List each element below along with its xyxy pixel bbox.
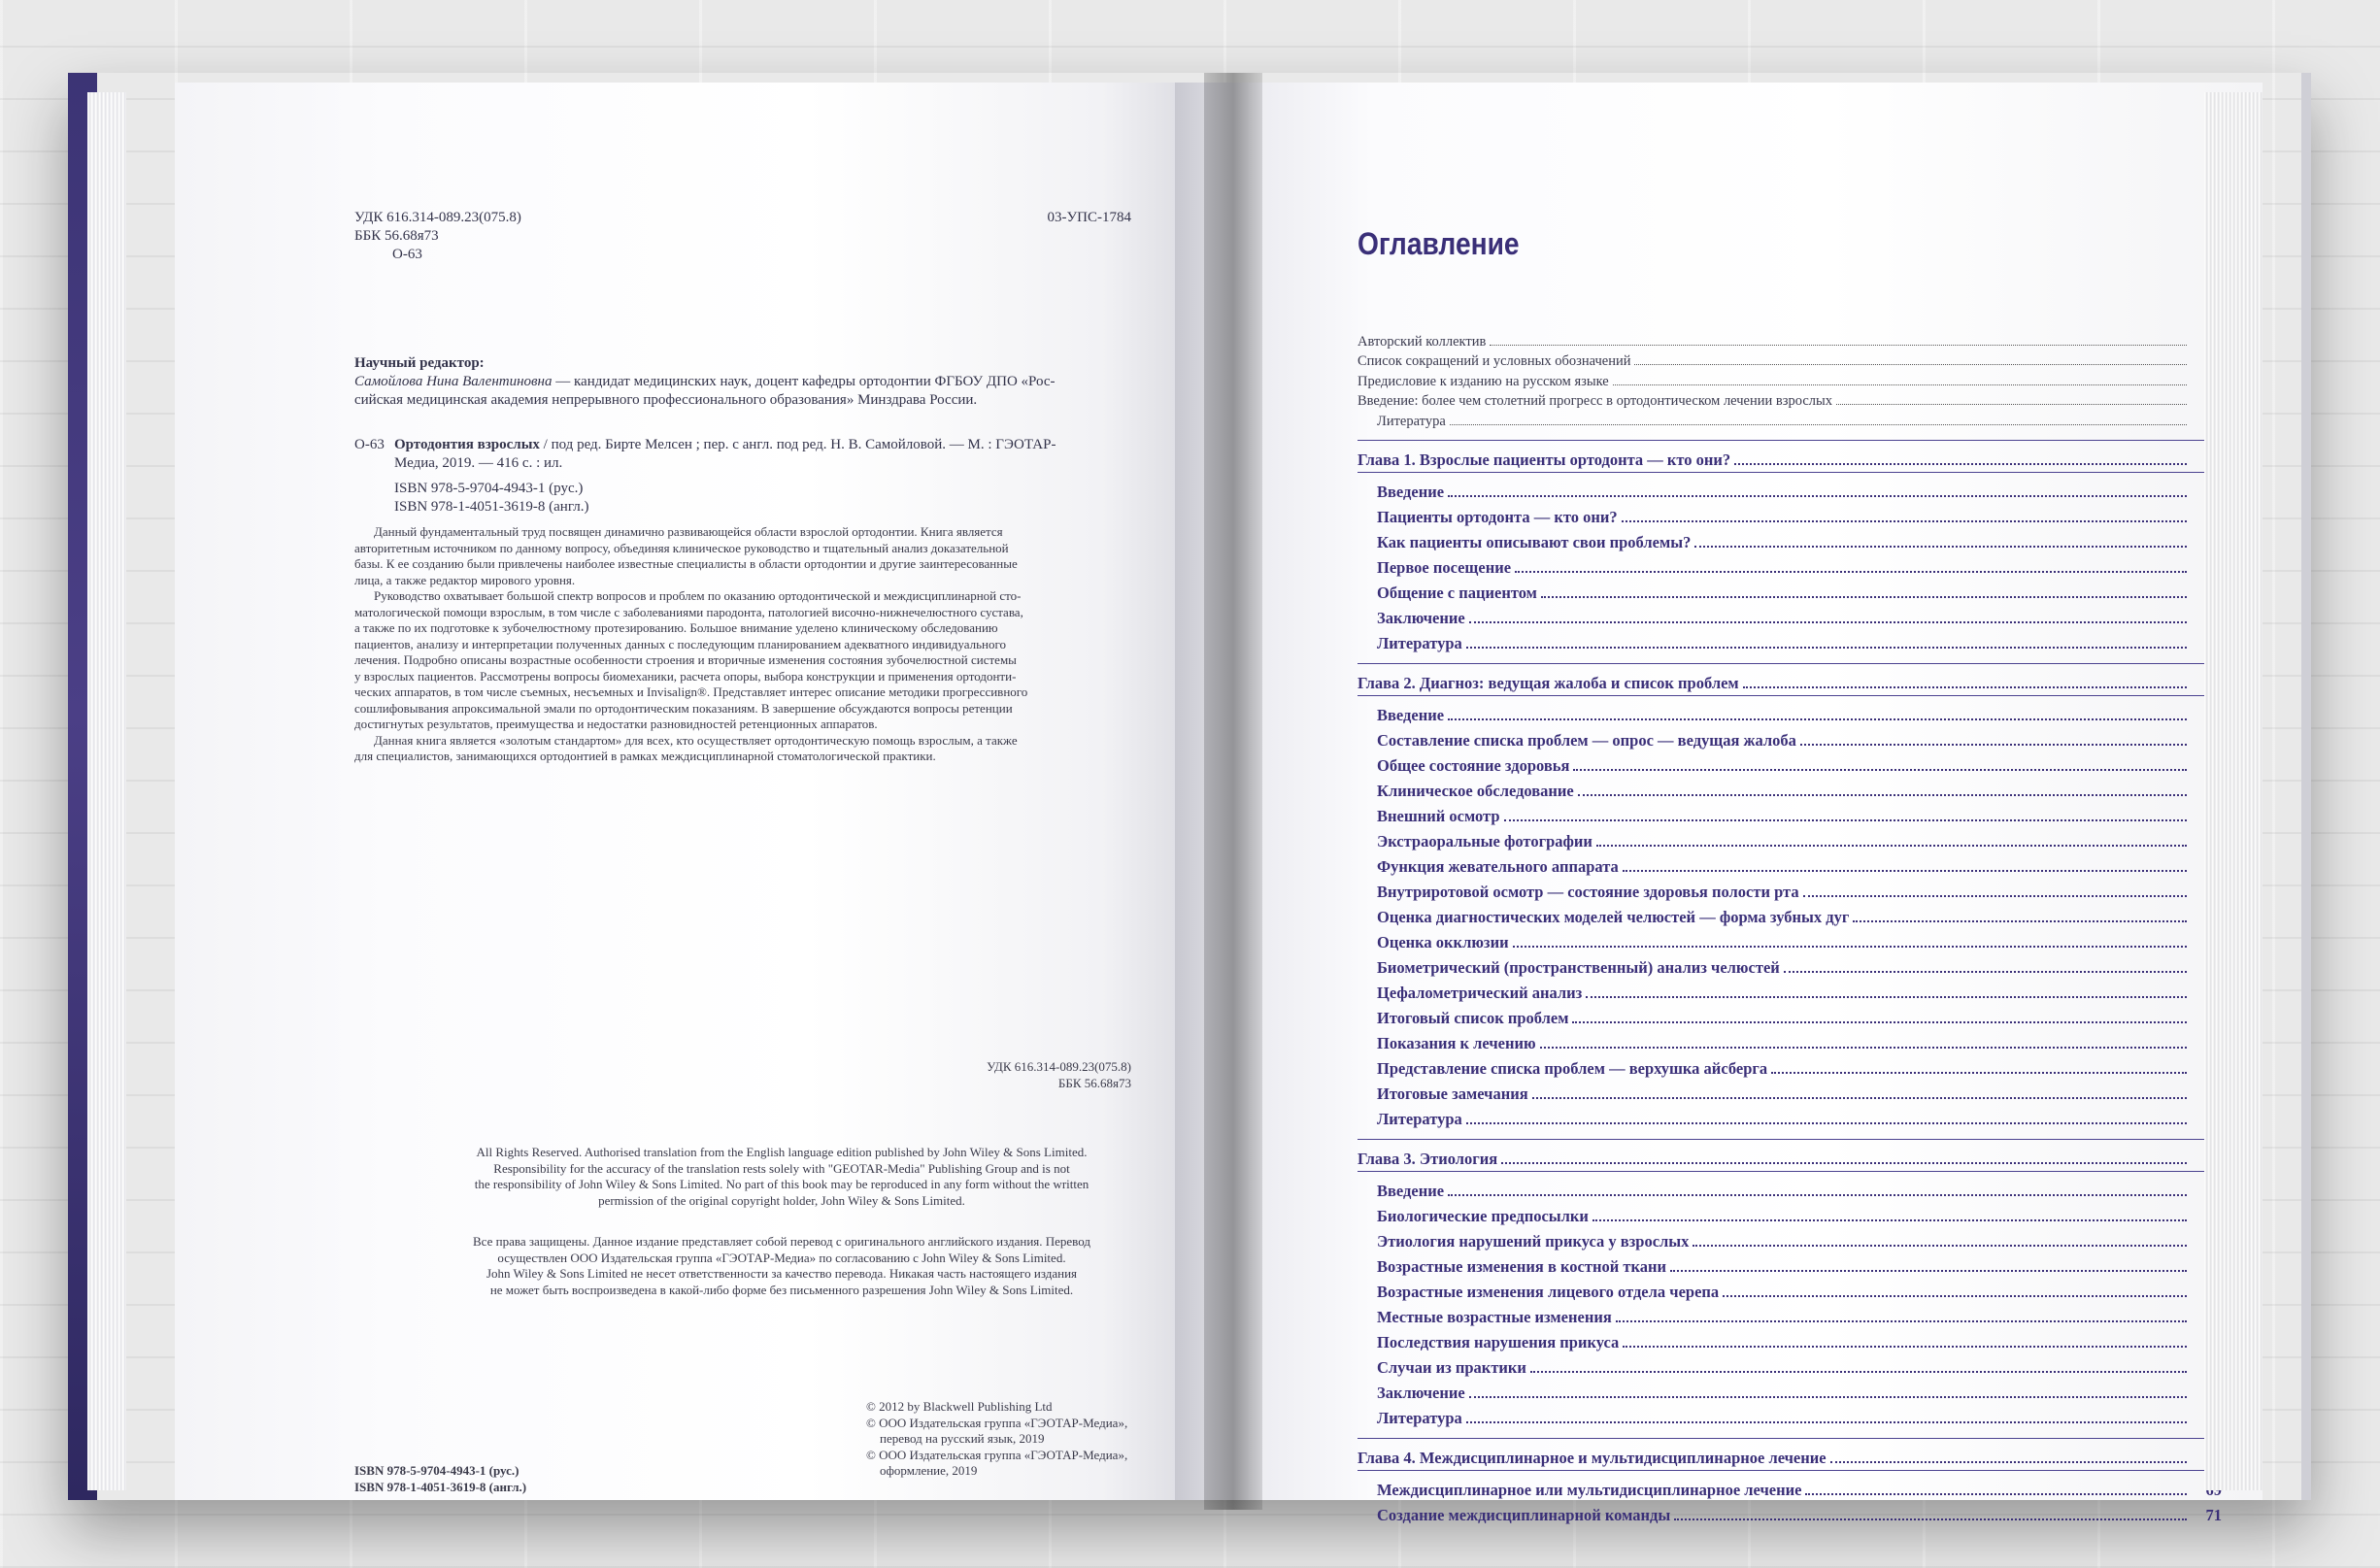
toc-entry — [1358, 603, 2222, 628]
copyright-line: © ООО Издательская группа «ГЭОТАР-Медиа», — [866, 1447, 1128, 1462]
rights-line: Responsibility for the accuracy of the translation rests solely with "GEOTAR-Media" Publishing Group and is not — [493, 1160, 1070, 1176]
toc-entry — [1358, 502, 2222, 527]
toc-chapter-heading — [1358, 1443, 2222, 1468]
toc-entry-title: Первое посещение — [1377, 557, 1512, 577]
dot-leader — [1469, 621, 2187, 623]
toc-entry-title: Возрастные изменения лицевого отдела черепа — [1377, 1282, 1720, 1301]
toc-entry — [1358, 877, 2222, 902]
toc-chapter — [1358, 440, 2222, 653]
copyright-line: оформление, 2019 — [880, 1463, 978, 1478]
toc-entry-title: Функция жевательного аппарата — [1377, 856, 1619, 876]
toc-entry-title: Предисловие к изданию на русском языке — [1358, 373, 1609, 389]
toc-entry — [1358, 801, 2222, 826]
annotation-line: а также по их подготовке к зубочелюстному протезированию. Большое внимание уделено клиническому обследованию — [354, 620, 998, 635]
dot-leader — [1466, 647, 2187, 649]
toc-entry-title: Как пациенты описывают свои проблемы? — [1377, 532, 1692, 551]
annotation-line: достигнутых результатов, преимущества и недостатки разновидностей ретенционных аппаратов. — [354, 717, 878, 731]
page-edges-right — [2204, 92, 2263, 1490]
open-book — [68, 73, 2311, 1524]
annotation-line: ческих аппаратов, в том числе съемных, несъемных и Invisalign®. Представляет интерес описание методики прогрессивного — [354, 684, 1028, 699]
toc-entry — [1358, 527, 2222, 552]
toc-entry — [1358, 1251, 2222, 1277]
editor-description: — кандидат медицинских наук, доцент кафедры ортодонтии ФГБОУ ДПО «Рос- — [552, 374, 1056, 389]
toc-entry-title: Случаи из практики — [1377, 1357, 1526, 1377]
chapter-rule — [1358, 472, 2222, 473]
toc-entry-title: Литература — [1377, 1109, 1462, 1128]
book-spine — [1204, 73, 1262, 1510]
dot-leader — [1836, 404, 2187, 405]
chapter-rule — [1358, 1470, 2222, 1471]
dot-leader — [1805, 1493, 2187, 1495]
toc-entry — [1358, 390, 2222, 411]
toc-entry-title: Представление списка проблем — верхушка айсберга — [1377, 1058, 1768, 1078]
toc-entry-title: Пациенты ортодонта — кто они? — [1377, 507, 1618, 526]
dot-leader — [1693, 1245, 2187, 1247]
editor-line — [354, 373, 1209, 391]
toc-entry-title: Заключение — [1377, 1383, 1465, 1402]
toc-entry — [1358, 578, 2222, 603]
catalog-number: 03-УПС-1784 — [1047, 210, 1131, 225]
dot-leader — [1613, 384, 2187, 385]
toc-entry-title: Список сокращений и условных обозначений — [1358, 353, 1631, 369]
dot-leader — [1674, 1518, 2187, 1520]
toc-entry-title: Создание междисциплинарной команды — [1377, 1505, 1671, 1524]
toc-entry — [1358, 1475, 2222, 1500]
toc-entry-page: 71 — [2205, 1505, 2222, 1524]
toc-entry-title: Итоговые замечания — [1377, 1084, 1528, 1103]
toc-entry — [1358, 477, 2222, 502]
toc-entry-title: Глава 3. Этиология — [1358, 1149, 1498, 1168]
dot-leader — [1469, 1396, 2187, 1398]
toc-entry — [1358, 1378, 2222, 1403]
rights-line: осуществлен ООО Издательская группа «ГЭОТАР-Медиа» по согласованию с John Wiley & Sons Limited. — [497, 1250, 1066, 1265]
book-cover-right — [2301, 73, 2311, 1500]
dot-leader — [1734, 463, 2187, 465]
toc-entry-title: Цефалометрический анализ — [1377, 983, 1583, 1002]
biblio-details: / под ред. Бирте Мелсен ; пер. с англ. под ред. Н. В. Самойловой. — М. : ГЭОТАР- — [539, 437, 1056, 452]
dot-leader — [1573, 769, 2187, 771]
toc-entry — [1358, 826, 2222, 851]
annotation — [354, 524, 1209, 765]
dot-leader — [1623, 870, 2187, 872]
toc-entry — [1358, 1226, 2222, 1251]
dot-leader — [1578, 794, 2187, 796]
toc-chapter — [1358, 1139, 2222, 1428]
annotation-line: матологической помощи взрослым, в том числе с заболеваниями пародонта, патологией височно-нижнечелюстного сустава, — [354, 604, 1023, 619]
toc-entry — [1358, 1176, 2222, 1201]
toc-entry-title: Биометрический (пространственный) анализ челюстей — [1377, 957, 1780, 977]
annotation-line: базы. К ее созданию были привлечены наиболее известные специалисты в области ортодонтии и другие заинтересованные — [354, 556, 1018, 571]
toc-chapter — [1358, 1438, 2222, 1525]
toc-entry-title: Внешний осмотр — [1377, 806, 1500, 825]
dot-leader — [1586, 996, 2187, 998]
dot-leader — [1515, 571, 2187, 573]
toc-entry — [1358, 1500, 2222, 1525]
toc-entry — [1358, 978, 2222, 1003]
dot-leader — [1830, 1461, 2187, 1463]
toc-chapter-heading — [1358, 445, 2222, 470]
dot-leader — [1623, 1346, 2187, 1348]
toc-chapter — [1358, 663, 2222, 1129]
editor-description-2: сийская медицинская академия непрерывного профессионального образования» Минздрава России. — [354, 392, 978, 408]
toc-entry — [1358, 851, 2222, 877]
annotation-line: Данный фундаментальный труд посвящен динамично развивающейся области взрослой ортодонтии. Книга является — [374, 524, 1003, 539]
dot-leader — [1592, 1219, 2187, 1221]
dot-leader — [1448, 495, 2187, 497]
chapter-rule — [1358, 1171, 2222, 1172]
toc-entry-title: Общение с пациентом — [1377, 583, 1537, 602]
copyright-block — [866, 1399, 1127, 1480]
annotation-line: авторитетным источником по данному вопросу, объединяя клиническое руководство и тщательный анализ доказательной — [354, 540, 1009, 555]
biblio-title: Ортодонтия взрослых — [394, 437, 540, 452]
dot-leader — [1670, 1270, 2187, 1272]
toc-entry-title: Глава 2. Диагноз: ведущая жалоба и список проблем — [1358, 673, 1739, 692]
rights-line: не может быть воспроизведена в какой-либо форме без письменного разрешения John Wiley & Sons Limited. — [489, 1282, 1074, 1297]
toc-entry-title: Оценка диагностических моделей челюстей — форма зубных дуг — [1377, 907, 1850, 926]
dot-leader — [1450, 424, 2187, 425]
toc-entry — [1358, 1403, 2222, 1428]
toc-entry-title: Составление списка проблем — опрос — ведущая жалоба — [1377, 730, 1796, 750]
toc-entry — [1358, 927, 2222, 952]
toc-entry — [1358, 1053, 2222, 1079]
annotation-line: лечения. Подробно описаны возрастные особенности строения и вторичные изменения состояния зубочелюстной системы — [354, 652, 1017, 667]
annotation-line: у взрослых пациентов. Рассмотрены вопросы биомеханики, расчета опоры, выбора конструкции и применения ортодонти- — [354, 668, 1017, 684]
biblio-code: О-63 — [354, 437, 385, 452]
toc-entry — [1358, 700, 2222, 725]
toc-entry-title: Междисциплинарное или мультидисциплинарное лечение — [1377, 1480, 1802, 1499]
author-code: О-63 — [392, 247, 422, 262]
dot-leader — [1803, 895, 2187, 897]
isbn-bottom-eng: ISBN 978-1-4051-3619-8 (англ.) — [354, 1480, 527, 1494]
toc-entry-title: Местные возрастные изменения — [1377, 1307, 1612, 1326]
biblio-details-2: Медиа, 2019. — 416 с. : ил. — [394, 455, 563, 471]
dot-leader — [1448, 1194, 2187, 1196]
dot-leader — [1530, 1371, 2187, 1373]
toc-entry — [1358, 1327, 2222, 1352]
toc-entry — [1358, 1104, 2222, 1129]
left-page — [175, 83, 1228, 1500]
toc-entry-title: Этиология нарушений прикуса у взрослых — [1377, 1231, 1690, 1251]
toc-entry — [1358, 1028, 2222, 1053]
dot-leader — [1723, 1295, 2187, 1297]
toc-entry — [1358, 952, 2222, 978]
toc-entry — [1358, 370, 2222, 390]
toc-entry-title: Литература — [1377, 413, 1446, 429]
dot-leader — [1622, 520, 2187, 522]
dot-leader — [1800, 744, 2187, 746]
editor-name: Самойлова Нина Валентиновна — [354, 374, 553, 389]
right-page — [1175, 83, 2263, 1524]
bbk-bottom: ББК 56.68я73 — [1057, 1076, 1131, 1090]
udk-bottom: УДК 616.314-089.23(075.8) — [987, 1059, 1131, 1074]
toc-entry-title: Биологические предпосылки — [1377, 1206, 1589, 1225]
toc-entry — [1358, 902, 2222, 927]
rights-english — [354, 1145, 1209, 1209]
isbn-eng: ISBN 978-1-4051-3619-8 (англ.) — [394, 499, 589, 515]
annotation-line: Руководство охватывает большой спектр вопросов и проблем по оказанию ортодонтической и междисциплинарной сто- — [374, 588, 1022, 603]
toc-entry-title: Итоговый список проблем — [1377, 1008, 1569, 1027]
dot-leader — [1616, 1320, 2187, 1322]
toc-entry-title: Литература — [1377, 1408, 1462, 1427]
dot-leader — [1532, 1097, 2187, 1099]
copyright-line: © ООО Издательская группа «ГЭОТАР-Медиа», — [866, 1415, 1128, 1430]
toc-entry — [1358, 1352, 2222, 1378]
dot-leader — [1448, 718, 2187, 720]
annotation-line: для специалистов, занимающихся ортодонтией в рамках междисциплинарной стоматологической практики. — [354, 749, 936, 763]
copyright-line: © 2012 by Blackwell Publishing Ltd — [866, 1399, 1053, 1414]
bbk-code: ББК 56.68я73 — [354, 228, 439, 244]
toc-entry-title: Внутриротовой осмотр — состояние здоровья полости рта — [1377, 882, 1799, 901]
dot-leader — [1540, 1047, 2187, 1049]
biblio-line — [394, 436, 1056, 454]
toc-entry — [1358, 1003, 2222, 1028]
toc-entry-title: Введение: более чем столетний прогресс в ортодонтическом лечении взрослых — [1358, 393, 1832, 409]
udk-code: УДК 616.314-089.23(075.8) — [354, 210, 521, 225]
annotation-line: сошлифовывания апроксимальной эмали по ортодонтическим показаниям. В завершение обсуждаются вопросы ретенции — [354, 700, 1013, 716]
toc-entry — [1358, 552, 2222, 578]
dot-leader — [1634, 364, 2187, 365]
dot-leader — [1572, 1021, 2187, 1023]
table-of-contents — [1358, 330, 2222, 1525]
toc-entry-title: Глава 1. Взрослые пациенты ортодонта — кто они? — [1358, 450, 1731, 469]
annotation-line: пациентов, анализу и интерпретации полученных данных с последующим планированием адекватного индивидуального — [354, 636, 1006, 651]
rights-line: All Rights Reserved. Authorised translation from the English language edition published by John Wiley & Sons Limited. — [476, 1145, 1088, 1159]
toc-entry — [1358, 1302, 2222, 1327]
dot-leader — [1771, 1072, 2187, 1074]
toc-chapter-heading — [1358, 668, 2222, 693]
toc-entry-title: Литература — [1377, 633, 1462, 652]
toc-title: Оглавление — [1358, 226, 1520, 261]
toc-entry-title: Возрастные изменения в костной ткани — [1377, 1256, 1666, 1276]
copyright-line: перевод на русский язык, 2019 — [880, 1431, 1045, 1446]
dot-leader — [1784, 971, 2187, 973]
rights-line: permission of the original copyright holder, John Wiley & Sons Limited. — [598, 1192, 965, 1208]
dot-leader — [1501, 1162, 2187, 1164]
dot-leader — [1466, 1122, 2187, 1124]
toc-entry — [1358, 1201, 2222, 1226]
dot-leader — [1743, 686, 2187, 688]
toc-entry — [1358, 751, 2222, 776]
toc-entry-title: Введение — [1377, 1181, 1445, 1200]
toc-entry-title: Последствия нарушения прикуса — [1377, 1332, 1620, 1351]
toc-entry-title: Экстраоральные фотографии — [1377, 831, 1592, 851]
toc-entry — [1358, 1277, 2222, 1302]
isbn-bottom-rus: ISBN 978-5-9704-4943-1 (рус.) — [354, 1463, 520, 1478]
toc-entry — [1358, 776, 2222, 801]
toc-entry — [1358, 1079, 2222, 1104]
toc-entry-title: Оценка окклюзии — [1377, 932, 1509, 951]
dot-leader — [1466, 1421, 2187, 1423]
toc-entry-title: Введение — [1377, 705, 1445, 724]
toc-entry-title: Глава 4. Междисциплинарное и мультидисциплинарное лечение — [1358, 1448, 1827, 1467]
rights-line: John Wiley & Sons Limited не несет ответственности за качество перевода. Никакая часть настоящего издания — [486, 1266, 1078, 1281]
toc-chapter-heading — [1358, 1144, 2222, 1169]
dot-leader — [1513, 946, 2187, 948]
dot-leader — [1490, 345, 2187, 346]
rights-russian — [354, 1234, 1209, 1298]
toc-entry-title: Общее состояние здоровья — [1377, 755, 1570, 775]
rights-line: the responsibility of John Wiley & Sons Limited. No part of this book may be reproduced in any form without the written — [474, 1177, 1089, 1191]
toc-entry-title: Заключение — [1377, 608, 1465, 627]
toc-entry-title: Показания к лечению — [1377, 1033, 1536, 1052]
isbn-rus: ISBN 978-5-9704-4943-1 (рус.) — [394, 481, 584, 496]
editor-heading: Научный редактор: — [354, 355, 485, 371]
dot-leader — [1694, 546, 2187, 548]
toc-entry — [1358, 350, 2222, 371]
annotation-line: Данная книга является «золотым стандартом» для всех, кто осуществляет ортодонтическую помощь взрослым, а также — [374, 732, 1018, 748]
toc-entry — [1358, 330, 2222, 350]
toc-entry — [1358, 628, 2222, 653]
dot-leader — [1504, 819, 2187, 821]
toc-entry-title: Введение — [1377, 482, 1445, 501]
dot-leader — [1596, 845, 2187, 847]
toc-entry — [1358, 410, 2222, 430]
toc-entry-title: Клиническое обследование — [1377, 781, 1574, 800]
chapter-rule — [1358, 695, 2222, 696]
dot-leader — [1541, 596, 2187, 598]
dot-leader — [1853, 920, 2187, 922]
toc-entry-title: Авторский коллектив — [1358, 333, 1487, 350]
toc-entry — [1358, 725, 2222, 751]
annotation-line: лица, а также редактор мирового уровня. — [354, 572, 576, 587]
rights-line: Все права защищены. Данное издание представляет собой перевод с оригинального английского издания. Перевод — [473, 1234, 1090, 1249]
page-edges-left — [87, 92, 126, 1490]
